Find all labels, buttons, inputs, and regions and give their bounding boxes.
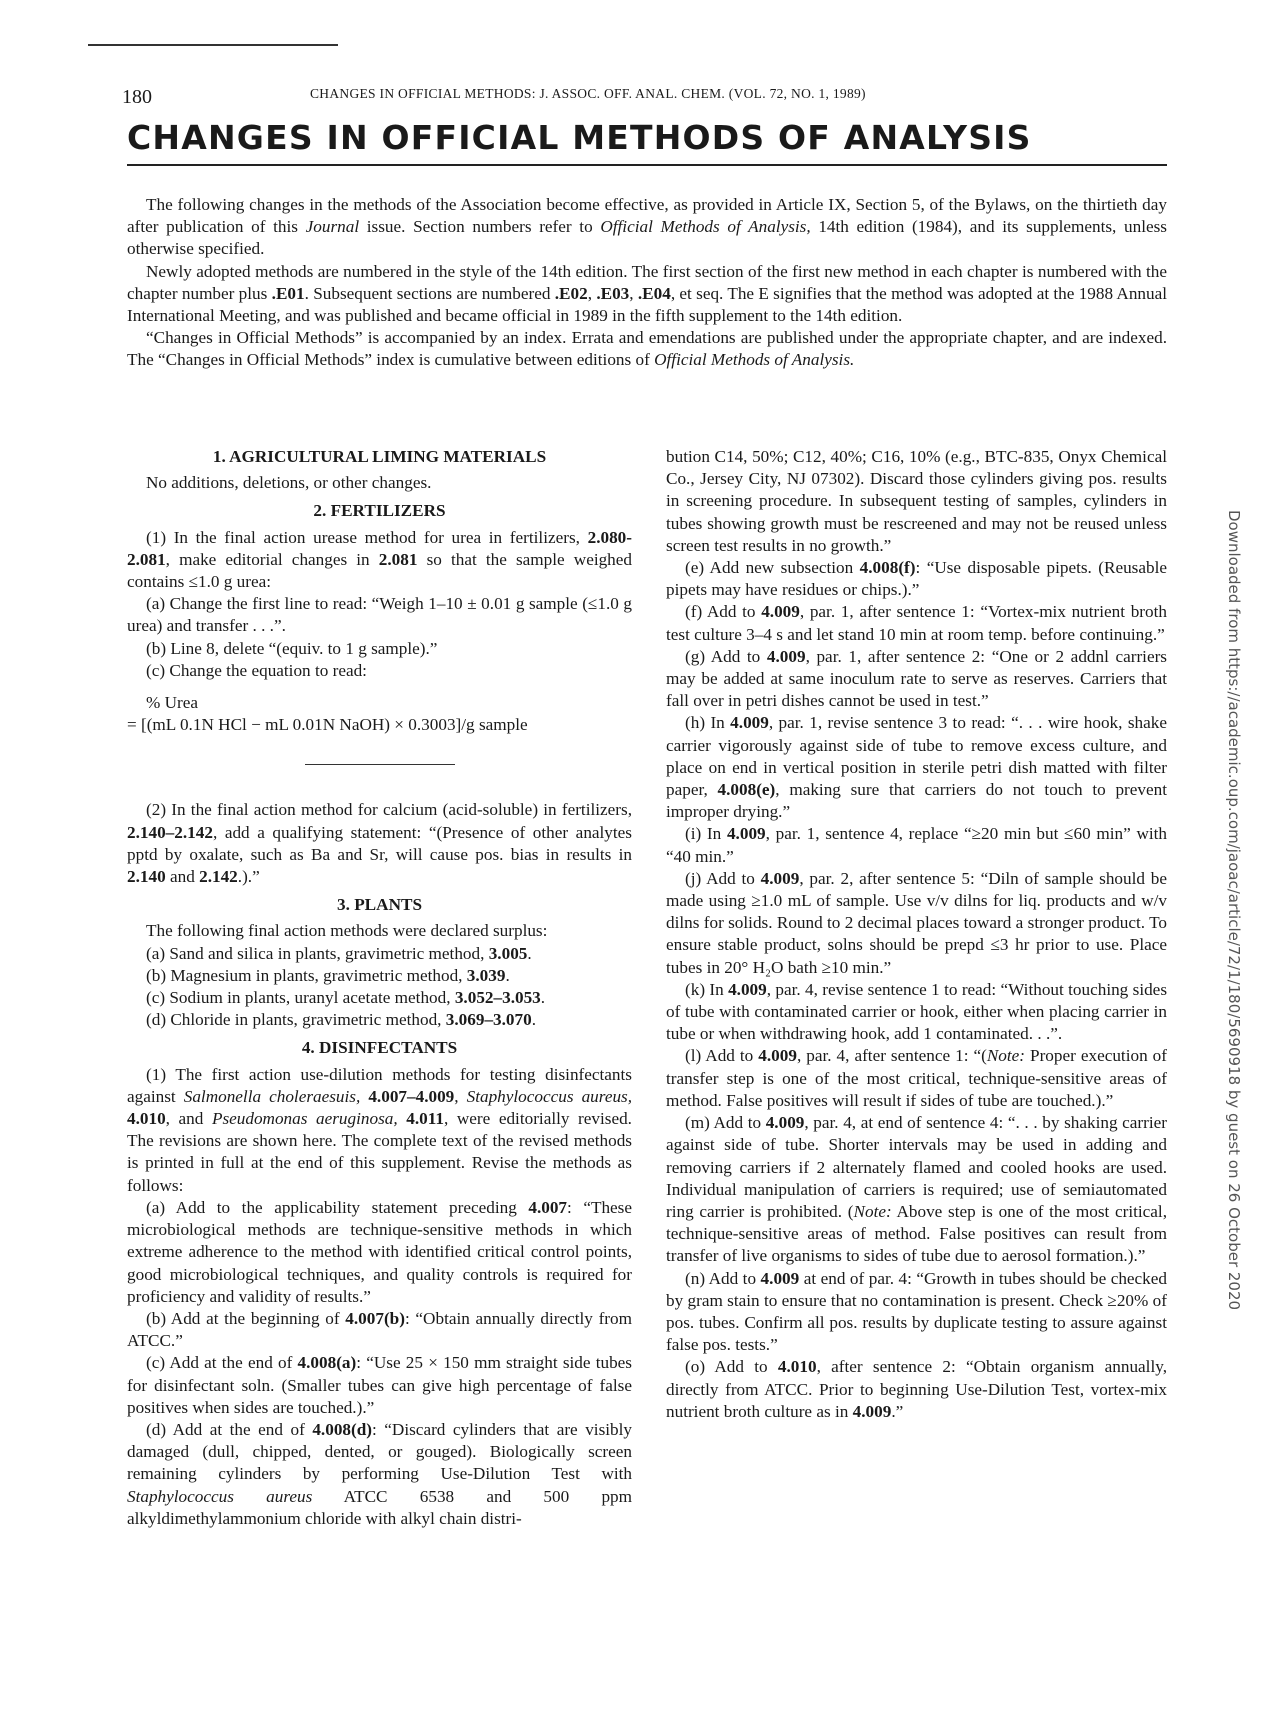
disinfectants-item-n: (n) Add to 4.009 at end of par. 4: “Growth in tubes should be checked by gram stain to ensure that no contamination is present. Check ≥20% of pos. tubes. Confirm all pos. results by duplicate testing to assure against false pos. tests.” <box>666 1268 1167 1355</box>
equation-line-1: % Urea <box>146 693 199 713</box>
left-column <box>127 446 632 1530</box>
intro-paragraph-3: “Changes in Official Methods” is accompanied by an index. Errata and emendations are published under the appropriate chapter, and are indexed. The “Changes in Official Methods” index is cumulative between editions of Official Methods of Analysis. <box>127 328 1167 370</box>
equation-line-2: = [(mL 0.1N HCl − mL 0.01N NaOH) × 0.3003]/g sample <box>127 715 528 735</box>
fertilizers-paragraph-2: (2) In the final action method for calcium (acid-soluble) in fertilizers, 2.140–2.142, add a qualifying statement: “(Presence of other analytes pptd by oxalate, such as Ba and Sr, will cause pos. bias in results in 2.140 and 2.142.).” <box>127 800 632 887</box>
plants-item: (b) Magnesium in plants, gravimetric method, 3.039. <box>146 965 510 985</box>
fertilizers-item-b: (b) Line 8, delete “(equiv. to 1 g sample).” <box>146 638 438 658</box>
disinfectants-item-o: (o) Add to 4.010, after sentence 2: “Obtain organism annually, directly from ATCC. Prior to beginning Use-Dilution Test, vortex-mix nutrient broth culture as in 4.009.” <box>666 1357 1167 1421</box>
disinfectants-item-m: (m) Add to 4.009, par. 4, at end of sentence 4: “. . . by shaking carrier against side of tube. Shorter intervals may be used in adding and removing carriers if 2 alternately flamed and cooled hooks are used. Individual manipulation of carriers is required; use of semiautomated ring carrier is prohibited. (Note: Above step is one of the most critical, technique-sensitive areas of method. False positives can result from transfer of live organisms to sides of tube due to aerosol formation.).” <box>666 1113 1167 1266</box>
disinfectants-item-i: (i) In 4.009, par. 1, sentence 4, replace “≥20 min but ≤60 min” with “40 min.” <box>666 824 1167 866</box>
disinfectants-item-j: (j) Add to 4.009, par. 2, after sentence 5: “Diln of sample should be made using ≥1.0 mL of sample. Use v/v dilns for liq. products and w/v dilns for solids. Round to 2 decimal places toward a stronger product. To ensure stable product, solns should be prepd ≤3 hr prior to use. Place tubes in 20° H₂O bath ≥10 min.” <box>666 868 1168 977</box>
spacer <box>127 682 632 692</box>
plants-intro: The following final action methods were declared surplus: <box>146 921 548 941</box>
section-heading-liming: 1. AGRICULTURAL LIMING MATERIALS <box>212 447 547 466</box>
right-column <box>666 446 1167 1423</box>
intro-paragraph-1: The following changes in the methods of the Association become effective, as provided in Article IX, Section 5, of the Bylaws, on the thirtieth day after publication of this Journal issue. Section numbers refer to Official Methods of Analysis, 14th edition (1984), and its supplements, unless otherwise specified. <box>127 195 1167 259</box>
section-heading-disinfectants: 4. DISINFECTANTS <box>301 1038 458 1058</box>
plants-item: (d) Chloride in plants, gravimetric method, 3.069–3.070. <box>146 1010 536 1030</box>
disinfectants-item-a: (a) Add to the applicability statement preceding 4.007: “These microbiological methods are technique-sensitive methods in which extreme adherence to the method with identified critical control points, good microbiological techniques, and quality controls is required for proficiency and validity of results.” <box>127 1197 632 1306</box>
liming-text: No additions, deletions, or other changes. <box>146 473 432 493</box>
disinfectants-item-d-continued: bution C14, 50%; C12, 40%; C16, 10% (e.g., BTC-835, Onyx Chemical Co., Jersey City, NJ 07302). Discard those cylinders giving pos. results in screening procedure. In subsequent testing of samples, cylinders in tubes showing growth must be rescreened and may not be reused unless screen test results in no growth.” <box>666 447 1167 555</box>
disinfectants-item-k: (k) In 4.009, par. 4, revise sentence 1 to read: “Without touching sides of tube with contaminated carrier or hook, either when placing carrier in tube or when withdrawing hook, add 1 contaminated. . .”. <box>666 979 1168 1044</box>
fertilizers-item-a: (a) Change the first line to read: “Weigh 1–10 ± 0.01 g sample (≤1.0 g urea) and transfer . . .”. <box>127 594 632 636</box>
disinfectants-item-g: (g) Add to 4.009, par. 1, after sentence 2: “One or 2 addnl carriers may be added at same inoculum rate to serve as reserves. Carriers that fall over in petri dishes cannot be used in test.” <box>666 646 1167 711</box>
section-heading-fertilizers: 2. FERTILIZERS <box>313 501 446 521</box>
disinfectants-item-l: (l) Add to 4.009, par. 4, after sentence 1: “(Note: Proper execution of transfer step is one of the most critical, technique-sensitive areas of method. False positives will result if sides of tube are touched.).” <box>666 1046 1167 1110</box>
download-watermark: Downloaded from https://academic.oup.com/jaoac/article/72/1/180/5690918 by guest on 26 October 2020 <box>1225 510 1243 1311</box>
section-divider <box>305 764 455 765</box>
disinfectants-item-d: (d) Add at the end of 4.008(d): “Discard cylinders that are visibly damaged (dull, chipped, dented, or gouged). Biologically screen remaining cylinders by performing Use-Dilution Test with Staphylococcus aureus ATCC 6538 and 500 ppm alkyldimethylammonium chloride with alkyl chain distri- <box>127 1419 632 1528</box>
disinfectants-item-e: (e) Add new subsection 4.008(f): “Use disposable pipets. (Reusable pipets may have residues or chips.).” <box>666 558 1167 600</box>
page-number: 180 <box>122 86 152 108</box>
section-heading-plants: 3. PLANTS <box>337 895 422 915</box>
plants-item: (a) Sand and silica in plants, gravimetric method, 3.005. <box>146 943 532 963</box>
fertilizers-item-c: (c) Change the equation to read: <box>146 660 367 680</box>
disinfectants-item-h: (h) In 4.009, par. 1, revise sentence 3 to read: “. . . wire hook, shake carrier vigorously against side of tube to remove excess culture, and place on end in vertical position in sterile petri dish matted with filter paper, 4.008(e), making sure that carriers do not touch to prevent improper drying.” <box>666 713 1167 822</box>
title-rule <box>127 164 1167 166</box>
intro-paragraph-2: Newly adopted methods are numbered in the style of the 14th edition. The first section of the first new method in each chapter is numbered with the chapter number plus .E01. Subsequent sections are numbered .E02, .E03, .E04, et seq. The E signifies that the method was adopted at the 1988 Annual International Meeting, and was published and became official in 1989 in the fifth supplement to the 14th edition. <box>127 261 1168 326</box>
disinfectants-paragraph-1: (1) The first action use-dilution methods for testing disinfectants against Salmonella choleraesuis, 4.007–4.009, Staphylococcus aureus, 4.010, and Pseudomonas aeruginosa, 4.011, were editorially revised. The revisions are shown here. The complete text of the revised methods is printed in full at the end of this supplement. Revise the methods as follows: <box>127 1064 633 1195</box>
plants-item: (c) Sodium in plants, uranyl acetate method, 3.052–3.053. <box>146 988 546 1008</box>
running-head: CHANGES IN OFFICIAL METHODS: J. ASSOC. OFF. ANAL. CHEM. (VOL. 72, NO. 1, 1989) <box>310 86 866 101</box>
disinfectants-item-c: (c) Add at the end of 4.008(a): “Use 25 × 150 mm straight side tubes for disinfectant soln. (Smaller tubes can give high percentage of false positives when sides are touched.).” <box>127 1353 632 1417</box>
disinfectants-item-b: (b) Add at the beginning of 4.007(b): “Obtain annually directly from ATCC.” <box>127 1308 632 1351</box>
intro-section <box>127 194 1167 372</box>
disinfectants-item-f: (f) Add to 4.009, par. 1, after sentence 1: “Vortex-mix nutrient broth test culture 3–4 s and let stand 10 min at room temp. before continuing.” <box>666 602 1167 644</box>
fertilizers-paragraph-1: (1) In the final action urease method for urea in fertilizers, 2.080-2.081, make editorial changes in 2.081 so that the sample weighed contains ≤1.0 g urea: <box>127 527 633 592</box>
top-rule <box>88 44 338 46</box>
page-title: CHANGES IN OFFICIAL METHODS OF ANALYSIS <box>127 118 1032 157</box>
